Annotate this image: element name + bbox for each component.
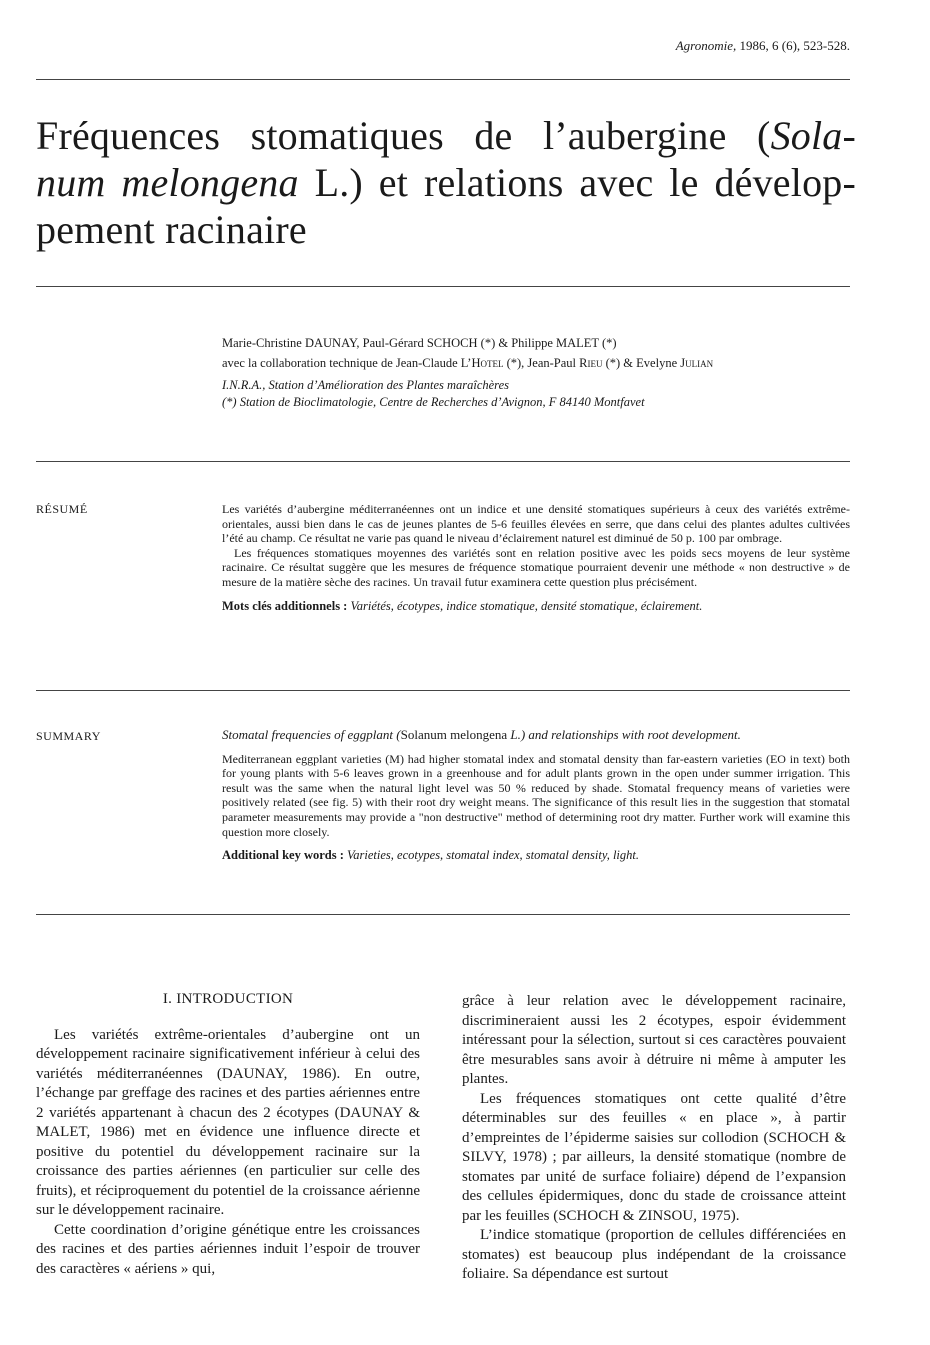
resume-body [222,502,850,613]
article-title [36,112,856,253]
resume-keywords: Mots clés additionnels : Variétés, écotypes, indice stomatique, densité stomatique, éclairement. [222,598,703,613]
title-line-2: num melongena L.) et relations avec le dévelop- [36,160,856,205]
intro-column-right [462,992,846,1285]
intro-column-left [36,990,420,1279]
summary-title: Stomatal frequencies of eggplant (Solanum melongena L.) and relationships with root development. [222,727,741,742]
intro-paragraph-2: Cette coordination d’origine génétique entre les croissances des racines et des parties aériennes induit l’espoir de trouver des caractères « aériens » qui, [36,1221,420,1277]
rule-before-summary [36,690,850,691]
journal-volume: 1986, 6 (6), 523-528. [739,38,850,53]
affiliation-bioclimatologie: (*) Station de Bioclimatologie, Centre de Recherches d’Avignon, F 84140 Montfavet [222,395,645,409]
journal-name: Agronomie, [675,38,737,53]
summary-body [222,728,850,863]
rule-before-intro [36,914,850,915]
affiliations [222,377,852,411]
summary-paragraph: Mediterranean eggplant varieties (M) had higher stomatal index and stomatal density than far-eastern varieties (EO in text) both for young plants with 5-6 leaves grown in a greenhouse and for adult plants grown in the open under summer irrigation. This result was the same when the natural light level was 50 % reduced by shade. Stomatal frequency means of varieties were positively related (see fig. 5) with their root dry weight means. The significance of this result lies in the suggestion that stomatal parameter measurements may provide a "non destructive" method of determining root dry matter. Further work will examine this question more closely. [222,751,850,839]
summary-keywords: Additional key words : Varieties, ecotypes, stomatal index, stomatal density, light. [222,848,640,863]
intro-paragraph-5: L’indice stomatique (proportion de cellules différenciées en stomates) est beaucoup plus indépendant de la croissance foliaire. Sa dépendance est surtout [462,1227,846,1282]
title-line-1: Fréquences stomatiques de l’aubergine (Sola- [36,113,856,158]
resume-paragraph-1: Les variétés d’aubergine méditerranéennes ont un indice et une densité stomatiques supérieurs à ceux des variétés extrême-orientales, aussi bien dans le cas de jeunes plantes de 5-6 feuilles élevées en serre, que dans celui des plantes adultes cultivées l’été au champ. Ce résultat ne varie pas quand le niveau d’éclairement naturel est diminué de 50 p. 100 par ombrage. [222,502,850,546]
title-line-3: pement racinaire [36,207,307,252]
rule-top [36,79,850,80]
summary-label: SUMMARY [36,729,101,743]
rule-after-title [36,286,850,287]
intro-paragraph-1: Les variétés extrême-orientales d’aubergine ont un développement racinaire significativement inférieur à celui des variétés méditerranéennes (DAUNAY, 1986). En outre, l’échange par greffage des racines et des parties aériennes entre 2 variétés appartenant à chacun des 2 écotypes (DAUNAY & MALET, 1986) met en évidence une influence directe et positive du potentiel du développement racinaire sur la croissance des parties aériennes (en particulier sur celle des fruits), et réciproquement du potentiel de la croissance aérienne sur le développement racinaire. [36,1026,420,1218]
rule-before-resume [36,461,850,462]
intro-paragraph-4: Les fréquences stomatiques ont cette qualité d’être déterminables sur des feuilles « en place », à partir d’empreintes de l’épiderme saisies sur collodion (SCHOCH & SILVY, 1978) ; par ailleurs, la densité stomatique (nombre de stomates par unité de surface foliaire) dépend de l’expansion des cellules épidermiques, donc du stade de croissance atteint par les feuilles (SCHOCH & ZINSOU, 1975). [462,1090,846,1224]
technical-collaboration: avec la collaboration technique de Jean-Claude L’Hotel (*), Jean-Paul Rieu (*) & Evelyne Julian [222,356,714,370]
journal-citation [676,38,850,54]
intro-heading: I. INTRODUCTION [162,991,294,1007]
resume-paragraph-2: Les fréquences stomatiques moyennes des variétés sont en relation positive avec les poids secs moyens de leur système racinaire. Ce résultat suggère que les mesures de fréquence stomatique pourraient devenir une méthode « non destructive » de mesure de la matière sèche des racines. Un travail futur examinera cette question plus précisément. [222,545,850,589]
intro-paragraph-3: grâce à leur relation avec le développement racinaire, discrimineraient aussi les 2 écotypes, espoir évidemment intéressant pour la sélection, surtout si ces caractères pouvaient être mesurables sans avoir à détruire ni même à amputer les plantes. [462,993,846,1087]
resume-label: RÉSUMÉ [36,502,88,516]
authors-block [222,333,852,411]
affiliation-inra: I.N.R.A., Station d’Amélioration des Plantes maraîchères [222,378,509,392]
author-list: Marie-Christine DAUNAY, Paul-Gérard SCHOCH (*) & Philippe MALET (*) [222,336,617,350]
